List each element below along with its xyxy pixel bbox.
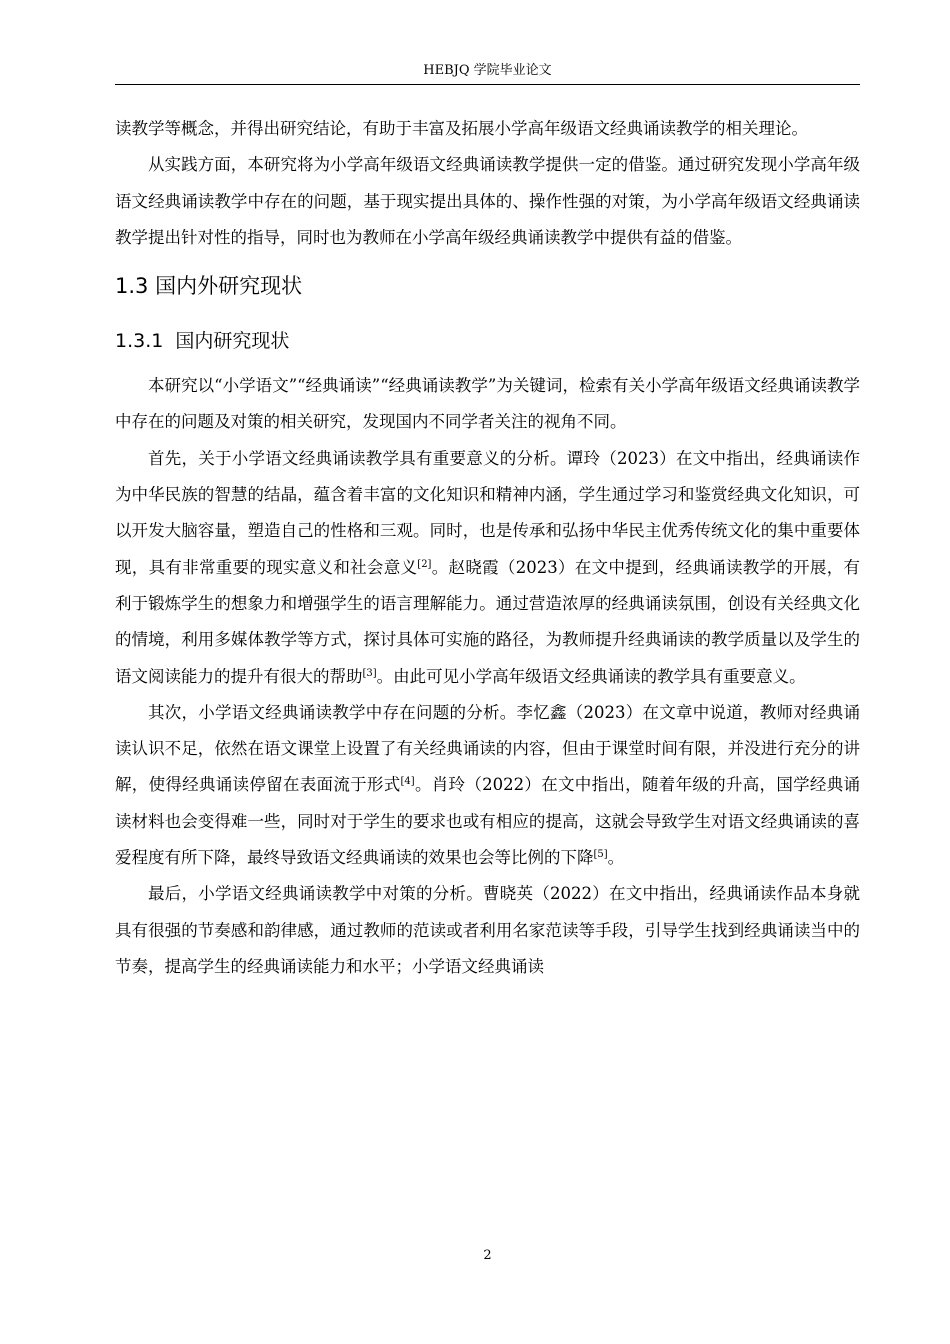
paragraph-intro: 本研究以“小学语文”“经典诵读”“经典诵读教学”为关键词，检索有关小学高年级语文经典诵读教学中存在的问题及对策的相关研究，发现国内不同学者关注的视角不同。 (115, 376, 860, 432)
citation-ref[interactable]: [3] (362, 667, 377, 679)
paragraph-text: 首先，关于小学语文经典诵读教学具有重要意义的分析。谭玲（2023）在文中指出，经典诵读作为中华民族的智慧的结晶，蕴含着丰富的文化知识和精神内涵，学生通过学习和鉴赏经典文化知识，可以开发大脑容量，塑造自己的性格和三观。同时，也是传承和弘扬中华民主优秀传统文化的集中重要体现，具有非常重要的现实意义和社会意义 (115, 448, 860, 577)
section-heading: 1.3 国内外研究现状 (115, 274, 303, 299)
paragraph-problems (115, 695, 860, 876)
citation-ref[interactable]: [4] (400, 776, 415, 788)
page-body (115, 111, 860, 985)
citation-ref[interactable]: [5] (593, 849, 608, 861)
subsection-number: 1.3.1 (115, 330, 164, 353)
paragraph-practice: 从实践方面，本研究将为小学高年级语文经典诵读教学提供一定的借鉴。通过研究发现小学高年级语文经典诵读教学中存在的问题，基于现实提出具体的、操作性强的对策，为小学高年级语文经典诵读教学提出针对性的指导，同时也为教师在小学高年级经典诵读教学中提供有益的借鉴。 (115, 155, 860, 247)
paragraph-text: 其次，小学语文经典诵读教学中存在问题的分析。李忆鑫（2023）在文章中说道，教师对经典诵读认识不足，依然在语文课堂上设置了有关经典诵读的内容，但由于课堂时间有限，并没进行充分的讲解，使得经典诵读停留在表面流于形式 (115, 702, 860, 795)
running-header: HEBJQ 学院毕业论文 (423, 63, 552, 78)
subsection-title: 国内研究现状 (175, 330, 290, 353)
paragraph-text: 。肖玲（2022）在文中指出，随着年级的升高，国学经典诵读材料也会变得难一些，同时对于学生的要求也或有相应的提高，这就会导致学生对语文经典诵读的喜爱程度有所下降，最终导致语文经典诵读的效果也会等比例的下降 (115, 775, 861, 868)
paragraph-text: 。 (607, 848, 625, 868)
page-number: 2 (483, 1248, 492, 1263)
paragraph-text: 。由此可见小学高年级语文经典诵读的教学具有重要意义。 (376, 666, 806, 686)
citation-ref[interactable]: [2] (417, 558, 432, 570)
paragraph-continued: 读教学等概念，并得出研究结论，有助于丰富及拓展小学高年级语文经典诵读教学的相关理论。 (115, 119, 808, 138)
subsection-heading (115, 324, 860, 358)
paragraph-strategies: 最后，小学语文经典诵读教学中对策的分析。曹晓英（2022）在文中指出，经典诵读作品本身就具有很强的节奏感和韵律感，通过教师的范读或者利用名家范读等手段，引导学生找到经典诵读当中的节奏，提高学生的经典诵读能力和水平；小学语文经典诵读 (115, 884, 860, 976)
paragraph-significance (115, 441, 860, 695)
header-divider (115, 84, 860, 85)
paragraph-text: 。赵晓霞（2023）在文中提到，经典诵读教学的开展，有利于锻炼学生的想象力和增强学生的语言理解能力。通过营造浓厚的经典诵读氛围，创设有关经典文化的情境，利用多媒体教学等方式，探讨具体可实施的路径，为教师提升经典诵读的教学质量以及学生的语文阅读能力的提升有很大的帮助 (115, 557, 861, 686)
